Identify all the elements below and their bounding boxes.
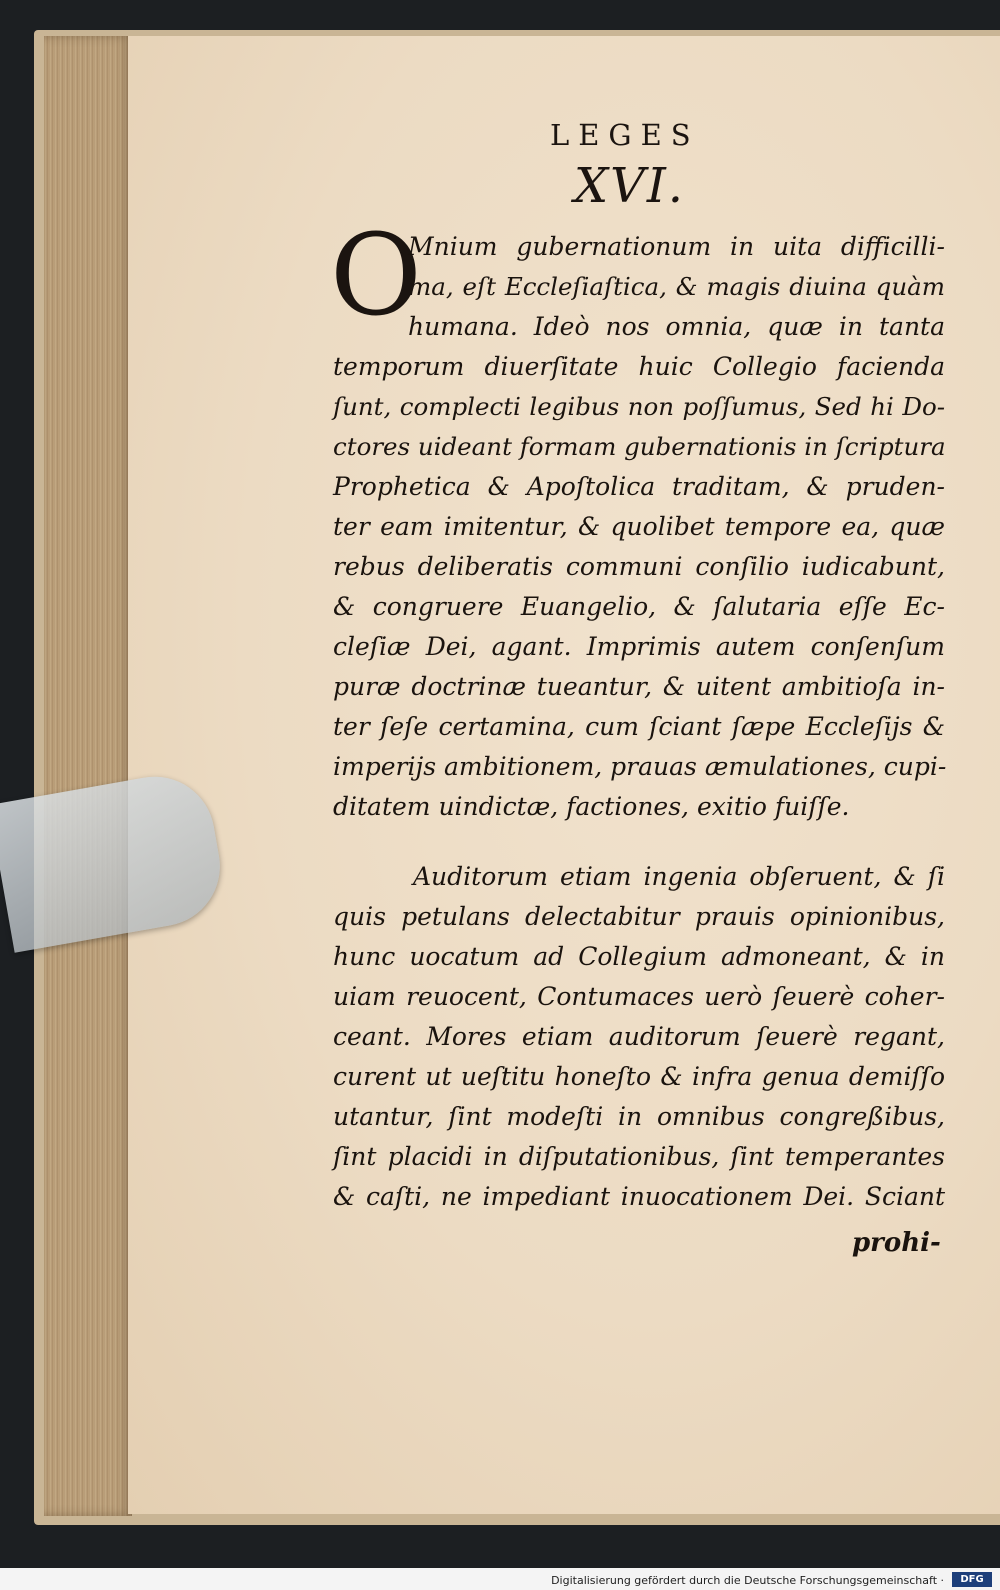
- text-line: temporum diuerſitate huic Collegio facienda: [333, 352, 945, 381]
- section-number: XVI.: [574, 158, 686, 214]
- text-line: humana. Ideò nos omnia, quæ in tanta: [408, 312, 945, 341]
- text-line: uiam reuocent, Contumaces uerò ſeuerè coher-: [333, 982, 945, 1011]
- text-line: Mnium gubernationum in uita difficilli-: [408, 232, 945, 261]
- text-line: quis petulans delectabitur prauis opinionibus,: [333, 902, 945, 931]
- drop-cap: O: [330, 211, 422, 341]
- text-line: ter eam imitentur, & quolibet tempore ea, quæ: [333, 512, 945, 541]
- text-line: ctores uideant formam gubernationis in ſcriptura: [333, 432, 946, 461]
- text-line: & congruere Euangelio, & ſalutaria eſſe Ec-: [333, 592, 945, 621]
- text-line: puræ doctrinæ tueantur, & uitent ambitioſa in-: [333, 672, 945, 701]
- text-line: & caſti, ne impediant inuocationem Dei. Sciant: [333, 1182, 945, 1211]
- text-line: hunc uocatum ad Collegium admoneant, & in: [333, 942, 945, 971]
- text-line: utantur, ſint modeſti in omnibus congreßibus,: [333, 1102, 945, 1131]
- text-line: cleſiæ Dei, agant. Imprimis autem conſenſum: [333, 632, 945, 661]
- text-line: imperijs ambitionem, prauas æmulationes, cupi-: [333, 752, 947, 781]
- text-line: Auditorum etiam ingenia obſeruent, & ſi: [413, 862, 945, 891]
- footer-credit: Digitalisierung gefördert durch die Deutsche Forschungsgemeinschaft ·: [551, 1574, 944, 1587]
- text-line: rebus deliberatis communi conſilio iudicabunt,: [333, 552, 945, 581]
- running-header: LEGES: [550, 118, 700, 152]
- text-line: ſint placidi in diſputationibus, ſint temperantes: [333, 1142, 945, 1171]
- text-line: ter ſeſe certamina, cum ſciant ſæpe Eccleſijs &: [333, 712, 945, 741]
- page-edges: [44, 36, 132, 1516]
- text-line: ma, eſt Eccleſiaſtica, & magis diuina quàm: [408, 272, 945, 301]
- text-line: ceant. Mores etiam auditorum ſeuerè regant,: [333, 1022, 945, 1051]
- text-line: ditatem uindictæ, factiones, exitio fuiſſe.: [333, 792, 850, 821]
- text-line: curent ut ueſtitu honeſto & infra genua demiſſo: [333, 1062, 945, 1091]
- dfg-logo: DFG: [952, 1572, 992, 1587]
- catchword: prohi-: [852, 1228, 941, 1258]
- text-line: Prophetica & Apoſtolica traditam, & pruden-: [333, 472, 945, 501]
- text-line: ſunt, complecti legibus non poſſumus, Sed hi Do-: [333, 392, 945, 421]
